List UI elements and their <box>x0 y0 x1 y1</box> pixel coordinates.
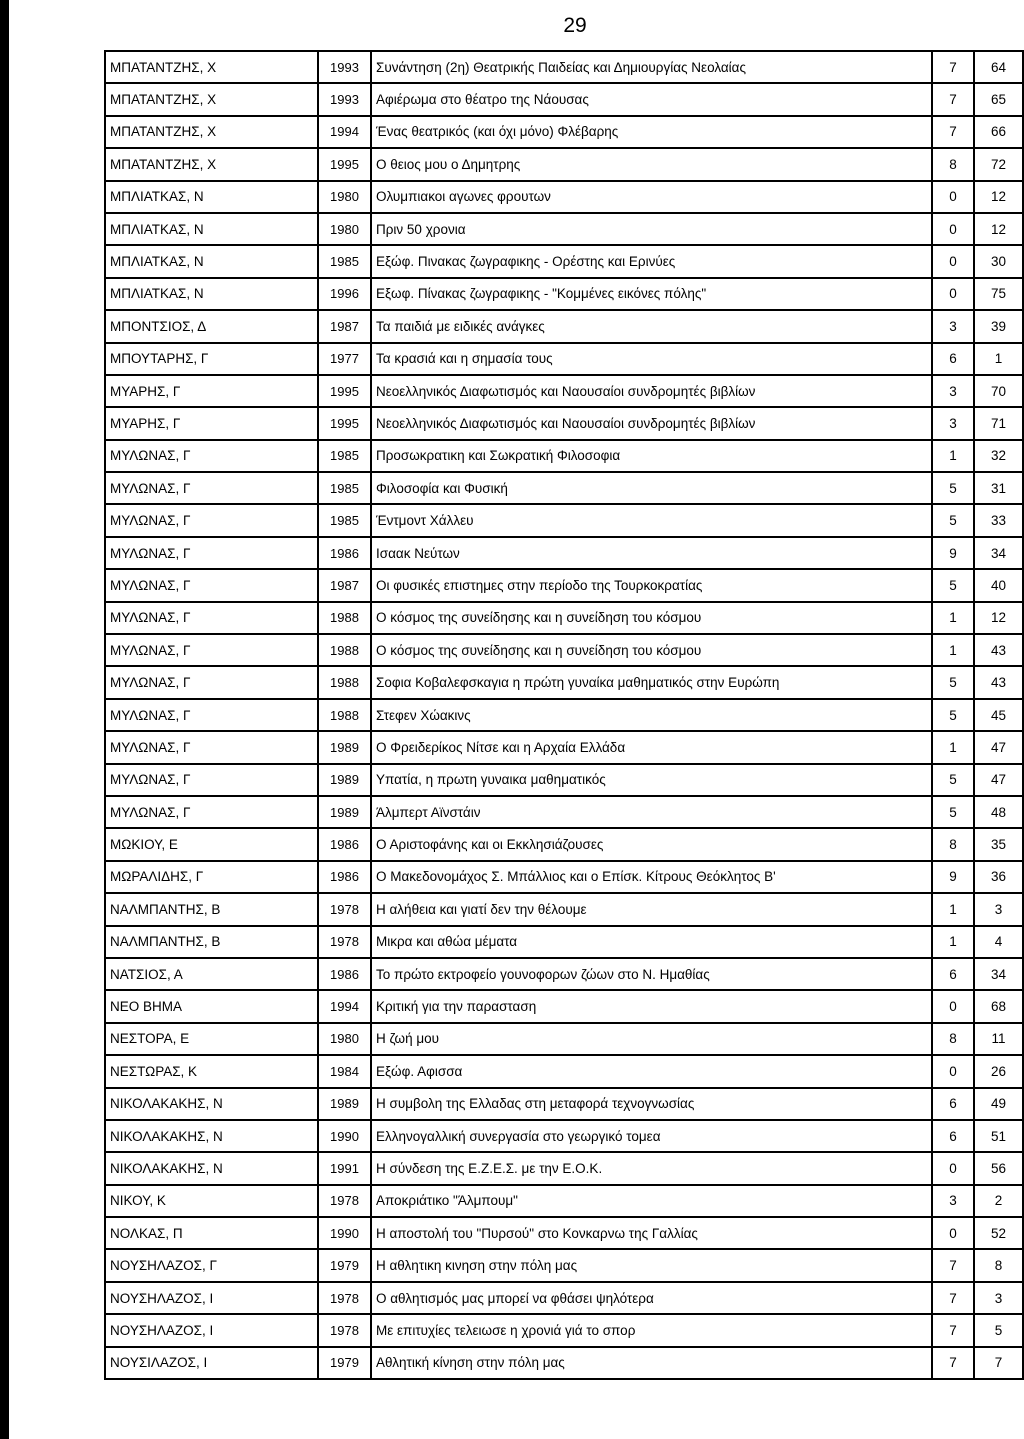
table-row <box>105 1088 1023 1120</box>
year-cell: 1989 <box>318 764 371 796</box>
table-row <box>105 245 1023 277</box>
title-cell: Άλμπερτ Αϊνστάιν <box>371 796 932 828</box>
year-cell: 1988 <box>318 602 371 634</box>
issue-cell: 7 <box>932 83 974 115</box>
year-cell: 1989 <box>318 731 371 763</box>
author-cell: ΜΠΑΤΑΝΤΖΗΣ, Χ <box>105 148 318 180</box>
table-row <box>105 666 1023 698</box>
page-cell: 7 <box>974 1347 1023 1379</box>
issue-cell: 5 <box>932 796 974 828</box>
issue-cell: 6 <box>932 958 974 990</box>
page-cell: 32 <box>974 440 1023 472</box>
issue-cell: 5 <box>932 699 974 731</box>
table-row <box>105 926 1023 958</box>
title-cell: Ελληνογαλλική συνεργασία στο γεωργικό τομεα <box>371 1120 932 1152</box>
table-row <box>105 861 1023 893</box>
year-cell: 1986 <box>318 958 371 990</box>
year-cell: 1987 <box>318 569 371 601</box>
title-cell: Πριν 50 χρονια <box>371 213 932 245</box>
author-cell: ΜΥΛΩΝΑΣ, Γ <box>105 764 318 796</box>
table-row <box>105 51 1023 83</box>
year-cell: 1991 <box>318 1152 371 1184</box>
table-row <box>105 537 1023 569</box>
page-cell: 45 <box>974 699 1023 731</box>
page-cell: 49 <box>974 1088 1023 1120</box>
page-cell: 5 <box>974 1314 1023 1346</box>
author-cell: ΝΟΥΣΗΛΑΖΟΣ, Ι <box>105 1282 318 1314</box>
page-cell: 4 <box>974 926 1023 958</box>
issue-cell: 0 <box>932 990 974 1022</box>
page-cell: 11 <box>974 1023 1023 1055</box>
table-row <box>105 634 1023 666</box>
page-cell: 66 <box>974 116 1023 148</box>
title-cell: Ο αθλητισμός μας μπορεί να φθάσει ψηλότερα <box>371 1282 932 1314</box>
year-cell: 1980 <box>318 213 371 245</box>
year-cell: 1995 <box>318 375 371 407</box>
title-cell: Με επιτυχίες τελειωσε η χρονιά γιά το σπορ <box>371 1314 932 1346</box>
year-cell: 1985 <box>318 245 371 277</box>
table-row <box>105 407 1023 439</box>
author-cell: ΜΥΛΩΝΑΣ, Γ <box>105 731 318 763</box>
title-cell: Νεοελληνικός Διαφωτισμός και Ναουσαίοι συνδρομητές βιβλίων <box>371 407 932 439</box>
issue-cell: 7 <box>932 1347 974 1379</box>
issue-cell: 5 <box>932 666 974 698</box>
year-cell: 1990 <box>318 1217 371 1249</box>
issue-cell: 9 <box>932 861 974 893</box>
page-cell: 2 <box>974 1185 1023 1217</box>
page-cell: 43 <box>974 634 1023 666</box>
issue-cell: 1 <box>932 634 974 666</box>
issue-cell: 3 <box>932 1185 974 1217</box>
author-cell: ΝΑΤΣΙΟΣ, Α <box>105 958 318 990</box>
year-cell: 1985 <box>318 440 371 472</box>
issue-cell: 0 <box>932 1217 974 1249</box>
year-cell: 1986 <box>318 828 371 860</box>
year-cell: 1990 <box>318 1120 371 1152</box>
page-cell: 33 <box>974 504 1023 536</box>
page-cell: 1 <box>974 343 1023 375</box>
year-cell: 1978 <box>318 1314 371 1346</box>
table-row <box>105 1120 1023 1152</box>
page-cell: 65 <box>974 83 1023 115</box>
title-cell: Σοφια Κοβαλεφσκαγια η πρώτη γυναίκα μαθηματικός στην Ευρώπη <box>371 666 932 698</box>
table-row <box>105 1055 1023 1087</box>
issue-cell: 5 <box>932 472 974 504</box>
table-row <box>105 116 1023 148</box>
issue-cell: 8 <box>932 148 974 180</box>
page-cell: 30 <box>974 245 1023 277</box>
issue-cell: 0 <box>932 213 974 245</box>
issue-cell: 7 <box>932 51 974 83</box>
article-index-table <box>104 50 1024 1380</box>
title-cell: Μικρα και αθώα μέματα <box>371 926 932 958</box>
table-row <box>105 602 1023 634</box>
author-cell: ΝΑΛΜΠΑΝΤΗΣ, Β <box>105 893 318 925</box>
page-cell: 48 <box>974 796 1023 828</box>
issue-cell: 0 <box>932 278 974 310</box>
title-cell: Η ζωή μου <box>371 1023 932 1055</box>
issue-cell: 1 <box>932 602 974 634</box>
table-row <box>105 764 1023 796</box>
year-cell: 1988 <box>318 666 371 698</box>
issue-cell: 3 <box>932 407 974 439</box>
page-cell: 40 <box>974 569 1023 601</box>
issue-cell: 8 <box>932 1023 974 1055</box>
author-cell: ΝΕΣΤΩΡΑΣ, Κ <box>105 1055 318 1087</box>
title-cell: Εξώφ. Πινακας ζωγραφικης - Ορέστης και Ερινύες <box>371 245 932 277</box>
page-cell: 12 <box>974 213 1023 245</box>
issue-cell: 7 <box>932 1249 974 1281</box>
issue-cell: 0 <box>932 1152 974 1184</box>
page-cell: 71 <box>974 407 1023 439</box>
title-cell: Οι φυσικές επιστημες στην περίοδο της Τουρκοκρατίας <box>371 569 932 601</box>
year-cell: 1988 <box>318 634 371 666</box>
title-cell: Η αλήθεια και γιατί δεν την θέλουμε <box>371 893 932 925</box>
year-cell: 1977 <box>318 343 371 375</box>
author-cell: ΜΠΑΤΑΝΤΖΗΣ, Χ <box>105 51 318 83</box>
issue-cell: 9 <box>932 537 974 569</box>
title-cell: Η συμβολη της Ελλαδας στη μεταφορά τεχνογνωσίας <box>371 1088 932 1120</box>
author-cell: ΜΠΛΙΑΤΚΑΣ, Ν <box>105 181 318 213</box>
author-cell: ΝΑΛΜΠΑΝΤΗΣ, Β <box>105 926 318 958</box>
author-cell: ΝΕΣΤΟΡΑ, Ε <box>105 1023 318 1055</box>
page-cell: 39 <box>974 310 1023 342</box>
page-cell: 64 <box>974 51 1023 83</box>
issue-cell: 8 <box>932 828 974 860</box>
title-cell: Ένας θεατρικός (και όχι μόνο) Φλέβαρης <box>371 116 932 148</box>
table-row <box>105 699 1023 731</box>
author-cell: ΜΥΛΩΝΑΣ, Γ <box>105 537 318 569</box>
author-cell: ΝΟΥΣΙΛΑΖΟΣ, Ι <box>105 1347 318 1379</box>
title-cell: Ο Μακεδονομάχος Σ. Μπάλλιος και ο Επίσκ. Κίτρους Θεόκλητος Β' <box>371 861 932 893</box>
page-cell: 31 <box>974 472 1023 504</box>
author-cell: ΝΙΚΟΥ, Κ <box>105 1185 318 1217</box>
title-cell: Υπατία, η πρωτη γυναικα μαθηματικός <box>371 764 932 796</box>
page-cell: 8 <box>974 1249 1023 1281</box>
issue-cell: 1 <box>932 893 974 925</box>
year-cell: 1995 <box>318 407 371 439</box>
table-row <box>105 1347 1023 1379</box>
title-cell: Ο κόσμος της συνείδησης και η συνείδηση του κόσμου <box>371 602 932 634</box>
author-cell: ΜΠΟΥΤΑΡΗΣ, Γ <box>105 343 318 375</box>
page-cell: 68 <box>974 990 1023 1022</box>
author-cell: ΜΠΛΙΑΤΚΑΣ, Ν <box>105 245 318 277</box>
issue-cell: 6 <box>932 343 974 375</box>
author-cell: ΜΠΑΤΑΝΤΖΗΣ, Χ <box>105 116 318 148</box>
author-cell: ΜΠΛΙΑΤΚΑΣ, Ν <box>105 213 318 245</box>
page-number: 29 <box>563 14 587 37</box>
year-cell: 1978 <box>318 926 371 958</box>
issue-cell: 5 <box>932 569 974 601</box>
table-row <box>105 1023 1023 1055</box>
table-row <box>105 828 1023 860</box>
table-row <box>105 375 1023 407</box>
author-cell: ΝΙΚΟΛΑΚΑΚΗΣ, Ν <box>105 1152 318 1184</box>
page-cell: 51 <box>974 1120 1023 1152</box>
table-row <box>105 278 1023 310</box>
year-cell: 1978 <box>318 893 371 925</box>
table-row <box>105 569 1023 601</box>
title-cell: Η σύνδεση της Ε.Ζ.Ε.Σ. με την Ε.Ο.Κ. <box>371 1152 932 1184</box>
author-cell: ΝΙΚΟΛΑΚΑΚΗΣ, Ν <box>105 1120 318 1152</box>
issue-cell: 1 <box>932 926 974 958</box>
issue-cell: 0 <box>932 181 974 213</box>
page-cell: 52 <box>974 1217 1023 1249</box>
year-cell: 1980 <box>318 181 371 213</box>
title-cell: Συνάντηση (2η) Θεατρικής Παιδείας και Δημιουργίας Νεολαίας <box>371 51 932 83</box>
title-cell: Αποκριάτικο "Άλμπουμ" <box>371 1185 932 1217</box>
page-cell: 26 <box>974 1055 1023 1087</box>
author-cell: ΝΕΟ ΒΗΜΑ <box>105 990 318 1022</box>
year-cell: 1995 <box>318 148 371 180</box>
title-cell: Στεφεν Χώακινς <box>371 699 932 731</box>
issue-cell: 7 <box>932 1314 974 1346</box>
issue-cell: 1 <box>932 731 974 763</box>
year-cell: 1994 <box>318 116 371 148</box>
page-cell: 35 <box>974 828 1023 860</box>
issue-cell: 1 <box>932 440 974 472</box>
author-cell: ΜΥΑΡΗΣ, Γ <box>105 375 318 407</box>
author-cell: ΜΩΚΙΟΥ, Ε <box>105 828 318 860</box>
page-cell: 56 <box>974 1152 1023 1184</box>
year-cell: 1978 <box>318 1282 371 1314</box>
table-row <box>105 472 1023 504</box>
year-cell: 1985 <box>318 472 371 504</box>
issue-cell: 3 <box>932 310 974 342</box>
issue-cell: 6 <box>932 1088 974 1120</box>
title-cell: Αφιέρωμα στο θέατρο της Νάουσας <box>371 83 932 115</box>
page-cell: 12 <box>974 181 1023 213</box>
year-cell: 1984 <box>318 1055 371 1087</box>
author-cell: ΜΥΛΩΝΑΣ, Γ <box>105 440 318 472</box>
title-cell: Κριτική για την παρασταση <box>371 990 932 1022</box>
year-cell: 1996 <box>318 278 371 310</box>
author-cell: ΜΠΑΤΑΝΤΖΗΣ, Χ <box>105 83 318 115</box>
issue-cell: 7 <box>932 116 974 148</box>
author-cell: ΝΟΛΚΑΣ, Π <box>105 1217 318 1249</box>
year-cell: 1994 <box>318 990 371 1022</box>
issue-cell: 3 <box>932 375 974 407</box>
author-cell: ΜΥΛΩΝΑΣ, Γ <box>105 699 318 731</box>
title-cell: Ολυμπιακοι αγωνες φρουτων <box>371 181 932 213</box>
table-row <box>105 148 1023 180</box>
table-row <box>105 1217 1023 1249</box>
page-cell: 12 <box>974 602 1023 634</box>
table-row <box>105 1314 1023 1346</box>
author-cell: ΜΠΛΙΑΤΚΑΣ, Ν <box>105 278 318 310</box>
table-row <box>105 213 1023 245</box>
title-cell: Η αθλητικη κινηση στην πόλη μας <box>371 1249 932 1281</box>
page-cell: 75 <box>974 278 1023 310</box>
author-cell: ΜΩΡΑΛΙΔΗΣ, Γ <box>105 861 318 893</box>
table-row <box>105 343 1023 375</box>
year-cell: 1980 <box>318 1023 371 1055</box>
issue-cell: 5 <box>932 504 974 536</box>
table-row <box>105 958 1023 990</box>
page-cell: 72 <box>974 148 1023 180</box>
page-cell: 70 <box>974 375 1023 407</box>
page-cell: 43 <box>974 666 1023 698</box>
year-cell: 1993 <box>318 51 371 83</box>
table-row <box>105 731 1023 763</box>
page-cell: 36 <box>974 861 1023 893</box>
title-cell: Η αποστολή του "Πυρσού" στο Κονκαρνω της Γαλλίας <box>371 1217 932 1249</box>
title-cell: Ισαακ Νεύτων <box>371 537 932 569</box>
year-cell: 1986 <box>318 861 371 893</box>
table-row <box>105 1185 1023 1217</box>
author-cell: ΜΥΛΩΝΑΣ, Γ <box>105 602 318 634</box>
table-row <box>105 504 1023 536</box>
table-row <box>105 181 1023 213</box>
page-cell: 34 <box>974 958 1023 990</box>
year-cell: 1993 <box>318 83 371 115</box>
title-cell: Εξωφ. Πίνακας ζωγραφικης - "Κομμένες εικόνες πόλης" <box>371 278 932 310</box>
year-cell: 1985 <box>318 504 371 536</box>
article-index-body <box>105 51 1023 1379</box>
title-cell: Τα παιδιά με ειδικές ανάγκες <box>371 310 932 342</box>
title-cell: Ο Φρειδερίκος Νίτσε και η Αρχαία Ελλάδα <box>371 731 932 763</box>
author-cell: ΝΙΚΟΛΑΚΑΚΗΣ, Ν <box>105 1088 318 1120</box>
table-row <box>105 1152 1023 1184</box>
page-cell: 47 <box>974 764 1023 796</box>
title-cell: Αθλητική κίνηση στην πόλη μας <box>371 1347 932 1379</box>
page-cell: 47 <box>974 731 1023 763</box>
table-row <box>105 1282 1023 1314</box>
author-cell: ΜΥΛΩΝΑΣ, Γ <box>105 569 318 601</box>
issue-cell: 6 <box>932 1120 974 1152</box>
year-cell: 1988 <box>318 699 371 731</box>
author-cell: ΜΠΟΝΤΣΙΟΣ, Δ <box>105 310 318 342</box>
year-cell: 1978 <box>318 1185 371 1217</box>
page-cell: 3 <box>974 893 1023 925</box>
title-cell: Ο κόσμος της συνείδησης και η συνείδηση του κόσμου <box>371 634 932 666</box>
table-row <box>105 83 1023 115</box>
title-cell: Φιλοσοφία και Φυσική <box>371 472 932 504</box>
author-cell: ΜΥΛΩΝΑΣ, Γ <box>105 796 318 828</box>
author-cell: ΜΥΛΩΝΑΣ, Γ <box>105 504 318 536</box>
table-row <box>105 990 1023 1022</box>
table-row <box>105 440 1023 472</box>
year-cell: 1989 <box>318 1088 371 1120</box>
author-cell: ΜΥΛΩΝΑΣ, Γ <box>105 666 318 698</box>
title-cell: Ο θειος μου ο Δημητρης <box>371 148 932 180</box>
table-row <box>105 893 1023 925</box>
table-row <box>105 796 1023 828</box>
author-cell: ΜΥΛΩΝΑΣ, Γ <box>105 634 318 666</box>
year-cell: 1987 <box>318 310 371 342</box>
title-cell: Προσωκρατικη και Σωκρατική Φιλοσοφια <box>371 440 932 472</box>
year-cell: 1979 <box>318 1347 371 1379</box>
page-cell: 3 <box>974 1282 1023 1314</box>
table-row <box>105 1249 1023 1281</box>
author-cell: ΝΟΥΣΗΛΑΖΟΣ, Ι <box>105 1314 318 1346</box>
author-cell: ΜΥΑΡΗΣ, Γ <box>105 407 318 439</box>
title-cell: Το πρώτο εκτροφείο γουνοφορων ζώων στο Ν. Ημαθίας <box>371 958 932 990</box>
issue-cell: 0 <box>932 245 974 277</box>
year-cell: 1979 <box>318 1249 371 1281</box>
issue-cell: 0 <box>932 1055 974 1087</box>
page-cell: 34 <box>974 537 1023 569</box>
title-cell: Ο Αριστοφάνης και οι Εκκλησιάζουσες <box>371 828 932 860</box>
title-cell: Νεοελληνικός Διαφωτισμός και Ναουσαίοι συνδρομητές βιβλίων <box>371 375 932 407</box>
issue-cell: 5 <box>932 764 974 796</box>
title-cell: Εξώφ. Αφισσα <box>371 1055 932 1087</box>
table-row <box>105 310 1023 342</box>
author-cell: ΜΥΛΩΝΑΣ, Γ <box>105 472 318 504</box>
title-cell: Έντμοντ Χάλλευ <box>371 504 932 536</box>
year-cell: 1989 <box>318 796 371 828</box>
page-edge-bar <box>0 0 9 1439</box>
year-cell: 1986 <box>318 537 371 569</box>
title-cell: Τα κρασιά και η σημασία τους <box>371 343 932 375</box>
author-cell: ΝΟΥΣΗΛΑΖΟΣ, Γ <box>105 1249 318 1281</box>
issue-cell: 7 <box>932 1282 974 1314</box>
